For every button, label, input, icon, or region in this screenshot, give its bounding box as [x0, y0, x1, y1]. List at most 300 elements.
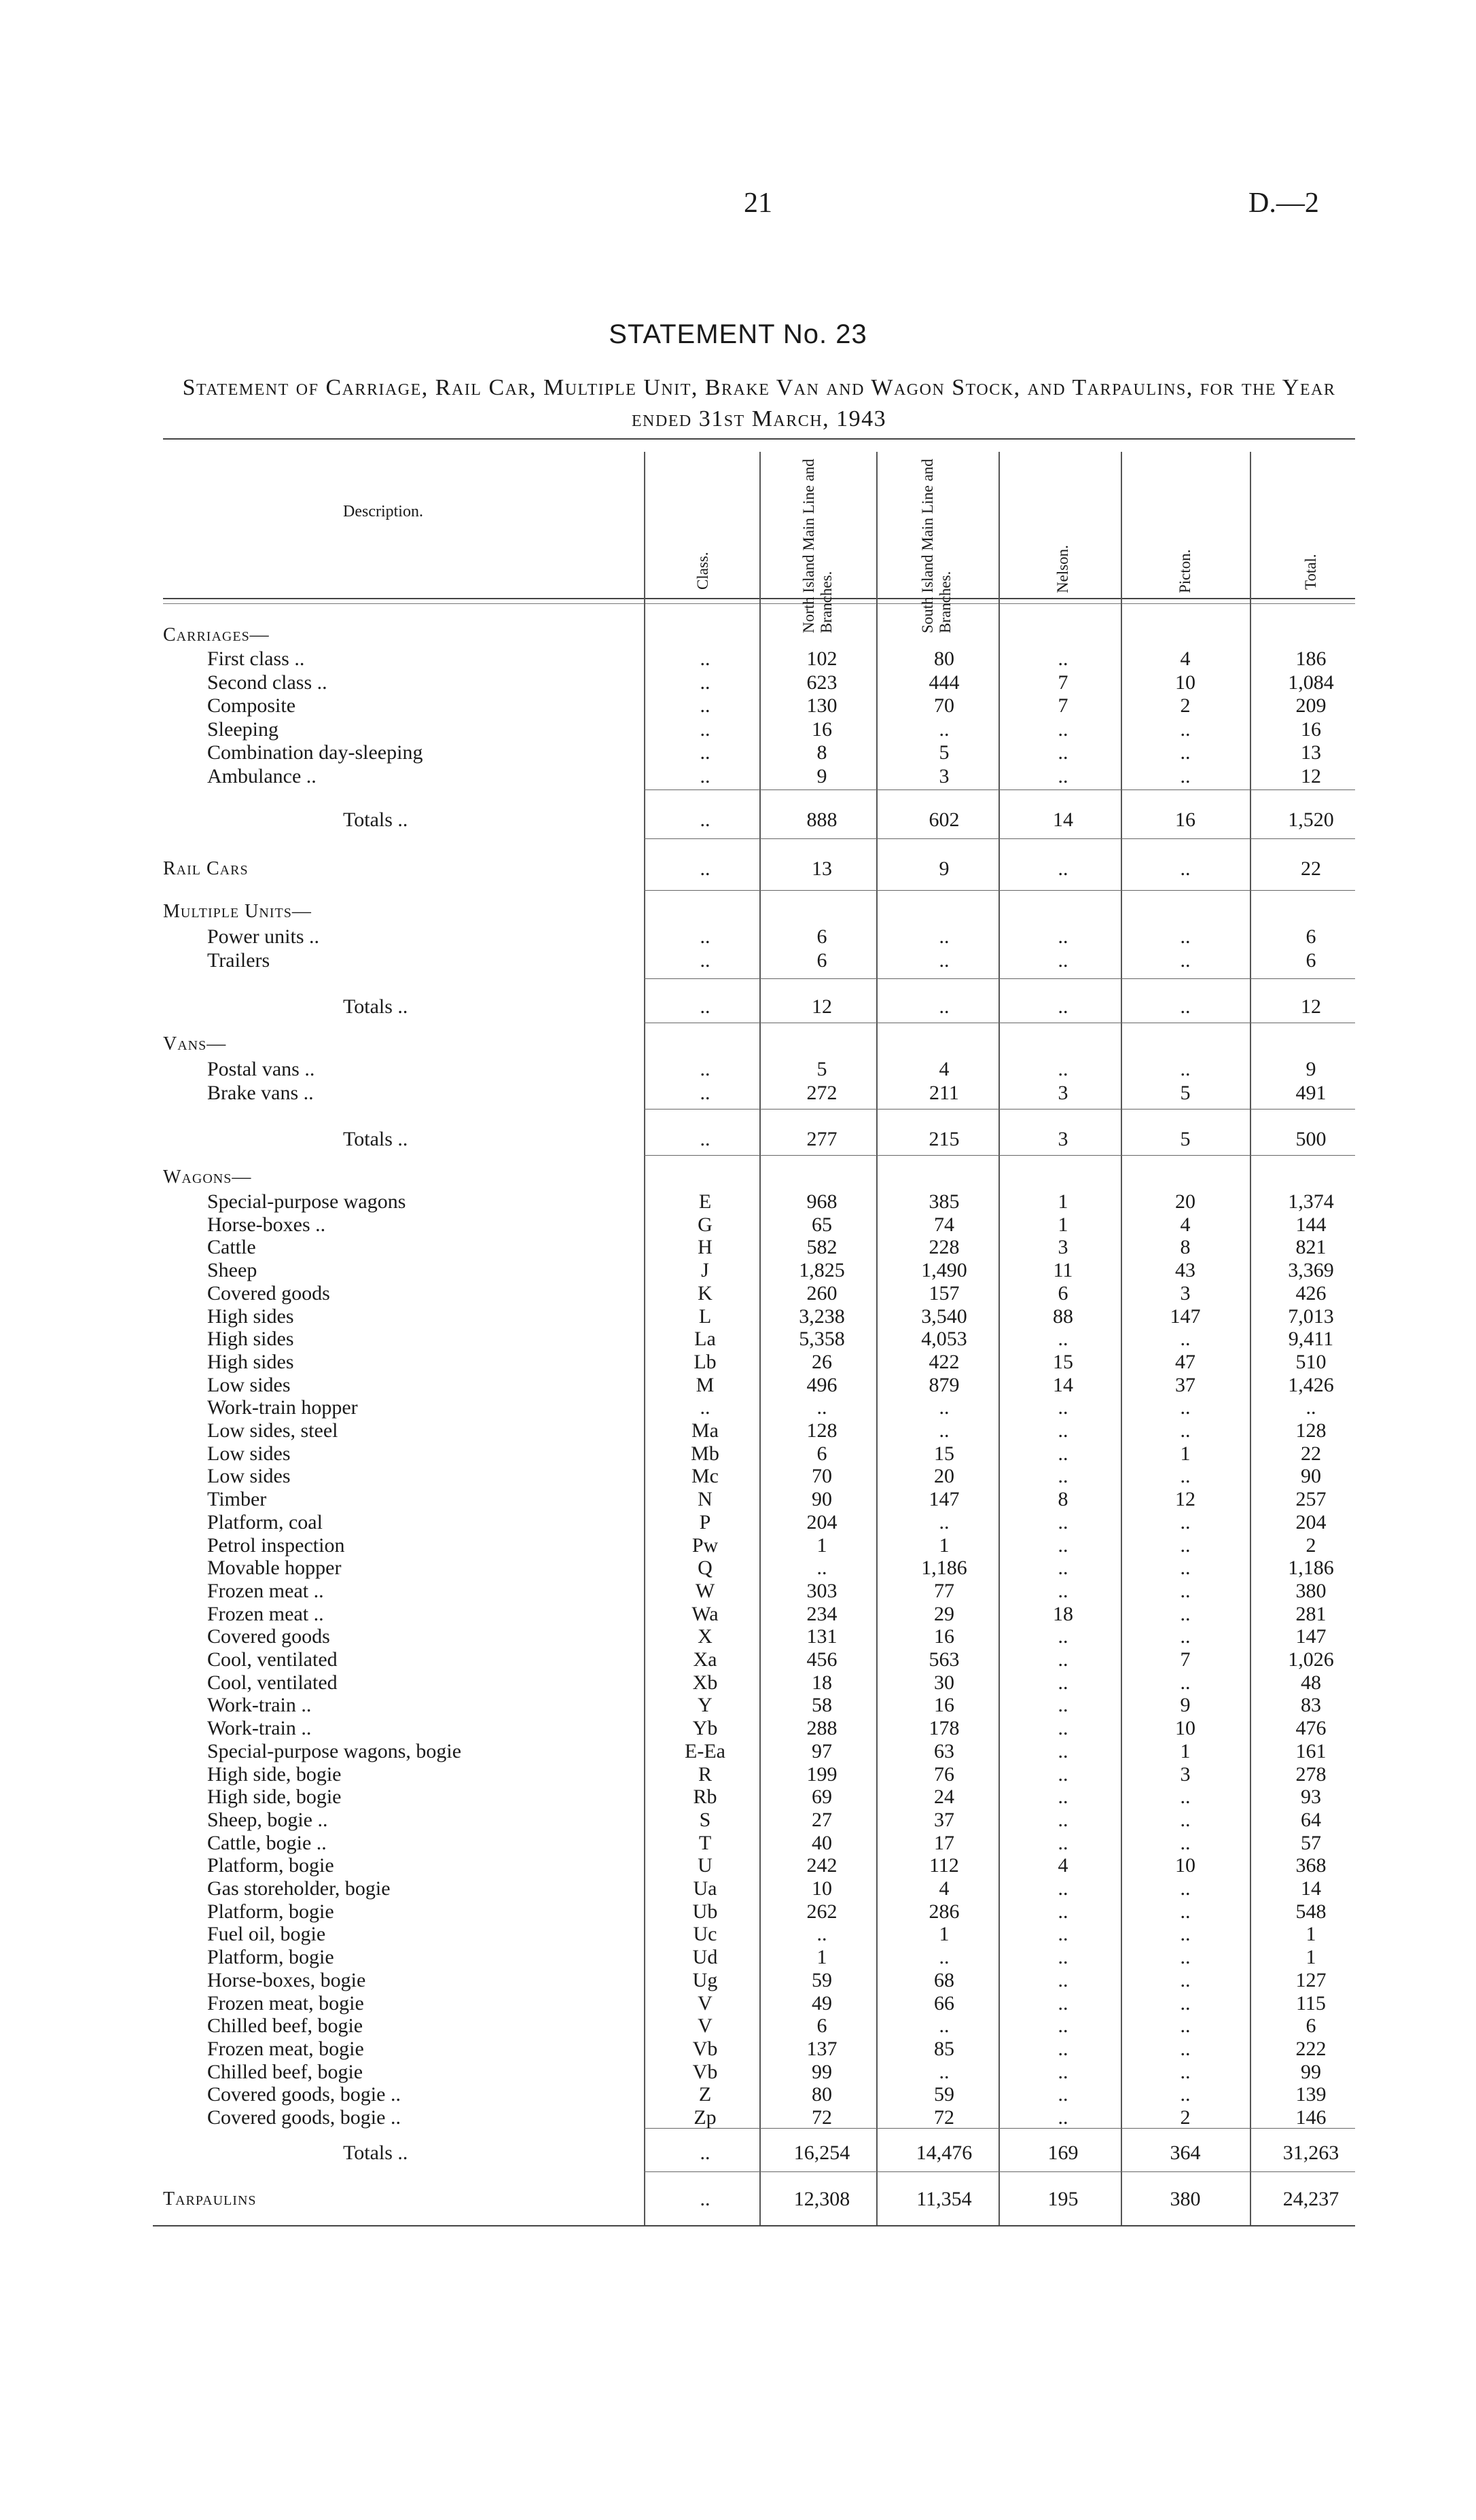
table-row	[0, 1900, 1476, 1923]
row-south-island: 16	[934, 1625, 954, 1648]
row-class: ..	[700, 1396, 710, 1419]
row-class: W	[695, 1579, 715, 1602]
row-north-island: 16,254	[793, 2142, 850, 2164]
row-class: ..	[700, 925, 710, 948]
row-total: 821	[1295, 1236, 1327, 1259]
table-row	[0, 765, 1476, 788]
row-description: Covered goods, bogie ..	[207, 2106, 401, 2129]
row-south-island: 85	[934, 2037, 954, 2060]
row-south-island: 157	[929, 1281, 960, 1305]
row-total: 24,237	[1282, 2188, 1339, 2210]
row-north-island: 8	[816, 741, 827, 764]
row-nelson: ..	[1058, 1579, 1068, 1602]
row-south-island: 228	[929, 1236, 960, 1259]
row-description: Totals ..	[343, 809, 408, 831]
row-description: Frozen meat, bogie	[207, 1991, 364, 2015]
row-class: ..	[700, 2188, 710, 2210]
row-south-island: 385	[929, 1190, 960, 1213]
row-nelson: ..	[1058, 1831, 1068, 1854]
row-class: Yb	[692, 1717, 718, 1740]
row-class: Lb	[694, 1350, 717, 1373]
row-description: Rail Cars	[163, 858, 249, 879]
row-nelson: ..	[1058, 1717, 1068, 1740]
row-nelson: 1	[1058, 1190, 1068, 1213]
row-north-island: 128	[806, 1419, 838, 1442]
row-description: Low sides	[207, 1373, 291, 1396]
row-total: 510	[1295, 1350, 1327, 1373]
row-south-island: 68	[934, 1968, 954, 1991]
table-row	[0, 1809, 1476, 1832]
row-class: Vb	[692, 2037, 718, 2060]
row-picton: ..	[1180, 1533, 1191, 1557]
row-class: V	[698, 2015, 713, 2038]
row-description: Trailers	[207, 948, 270, 972]
row-class: U	[698, 1854, 713, 1877]
row-picton: ..	[1180, 1946, 1191, 1969]
table-row	[0, 1832, 1476, 1855]
row-class: ..	[700, 647, 710, 670]
row-total: 9	[1306, 1058, 1316, 1080]
totals-row	[0, 2142, 1476, 2165]
row-class: Pw	[691, 1533, 719, 1557]
row-class: Ua	[693, 1877, 717, 1900]
row-nelson: 7	[1058, 671, 1068, 694]
row-nelson: 3	[1058, 1236, 1068, 1259]
row-description: Special-purpose wagons, bogie	[207, 1739, 462, 1762]
row-description: High sides	[207, 1328, 294, 1351]
row-description: Power units ..	[207, 925, 319, 948]
row-description: Platform, bogie	[207, 1946, 334, 1969]
row-nelson: 3	[1058, 1128, 1068, 1150]
column-header-picton: Picton.	[1176, 549, 1193, 593]
table-row	[0, 1877, 1476, 1900]
row-picton: ..	[1180, 1510, 1191, 1533]
row-nelson: 7	[1058, 694, 1068, 717]
row-picton: 4	[1180, 647, 1191, 670]
row-nelson: ..	[1058, 1442, 1068, 1465]
row-description: Horse-boxes ..	[207, 1213, 326, 1236]
row-description: Platform, bogie	[207, 1854, 334, 1877]
row-total: 6	[1306, 2015, 1316, 2038]
table-row	[0, 2061, 1476, 2084]
table-bottom-rule	[153, 2225, 1355, 2226]
row-description: Tarpaulins	[163, 2188, 257, 2210]
row-nelson: 3	[1058, 1081, 1068, 1104]
row-north-island: 456	[806, 1648, 838, 1671]
totals-row	[0, 995, 1476, 1018]
table-row	[0, 1992, 1476, 2015]
row-south-island: 4,053	[921, 1328, 967, 1351]
row-north-island: 27	[812, 1808, 832, 1831]
row-picton: ..	[1180, 1900, 1191, 1923]
row-south-island: 37	[934, 1808, 954, 1831]
row-class: Q	[698, 1557, 713, 1580]
row-picton: ..	[1180, 2015, 1191, 2038]
row-picton: ..	[1180, 1968, 1191, 1991]
row-picton: ..	[1180, 1419, 1191, 1442]
row-picton: 2	[1180, 694, 1191, 717]
row-total: 83	[1301, 1694, 1321, 1717]
row-class: ..	[700, 809, 710, 831]
row-north-island: 968	[806, 1190, 838, 1213]
table-row	[0, 1374, 1476, 1397]
row-picton: ..	[1180, 1877, 1191, 1900]
row-north-island: 3,238	[799, 1305, 845, 1328]
row-description: Cool, ventilated	[207, 1648, 338, 1671]
row-total: 7,013	[1288, 1305, 1334, 1328]
row-class: Ma	[691, 1419, 719, 1442]
row-picton: ..	[1180, 1625, 1191, 1648]
row-picton: 1	[1180, 1739, 1191, 1762]
row-class: ..	[700, 1081, 710, 1104]
table-row	[0, 1082, 1476, 1105]
rail-cars-row	[0, 857, 1476, 881]
row-picton: ..	[1180, 925, 1191, 948]
row-north-island: 99	[812, 2060, 832, 2083]
row-north-island: 12,308	[793, 2188, 850, 2210]
tarpaulins-row	[0, 2188, 1476, 2211]
row-north-island: 5,358	[799, 1328, 845, 1351]
row-nelson: ..	[1058, 1648, 1068, 1671]
row-south-island: ..	[939, 717, 950, 741]
row-description: Totals ..	[343, 995, 408, 1018]
row-north-island: 80	[812, 2083, 832, 2106]
row-north-island: 137	[806, 2037, 838, 2060]
row-north-island: 262	[806, 1900, 838, 1923]
row-total: 14	[1301, 1877, 1321, 1900]
row-north-island: 234	[806, 1602, 838, 1625]
row-picton: ..	[1180, 2083, 1191, 2106]
row-picton: 147	[1170, 1305, 1201, 1328]
row-north-island: 1,825	[799, 1259, 845, 1282]
row-nelson: ..	[1058, 764, 1068, 787]
section-rule	[644, 1155, 1355, 1156]
row-nelson: ..	[1058, 1923, 1068, 1946]
row-description: First class ..	[207, 647, 305, 670]
subtotal-rule	[644, 978, 1355, 979]
row-description: Sleeping	[207, 717, 278, 741]
row-nelson: 8	[1058, 1488, 1068, 1511]
table-row	[0, 1557, 1476, 1580]
row-picton: 1	[1180, 1442, 1191, 1465]
row-picton: 47	[1175, 1350, 1195, 1373]
row-total: 204	[1295, 1510, 1327, 1533]
table-row	[0, 2038, 1476, 2061]
section-rule	[644, 890, 1355, 891]
row-south-island: ..	[939, 995, 950, 1018]
row-north-island: 58	[812, 1694, 832, 1717]
row-description: Postal vans ..	[207, 1058, 315, 1080]
table-row	[0, 1442, 1476, 1466]
row-picton: 10	[1175, 1717, 1195, 1740]
row-south-island: 3	[939, 764, 950, 787]
row-picton: ..	[1180, 1831, 1191, 1854]
row-north-island: 6	[816, 1442, 827, 1465]
row-description: Totals ..	[343, 1128, 408, 1150]
row-description: Special-purpose wagons	[207, 1190, 406, 1213]
row-nelson: 169	[1047, 2142, 1079, 2164]
row-south-island: 422	[929, 1350, 960, 1373]
table-row	[0, 1305, 1476, 1328]
row-total: 115	[1296, 1991, 1326, 2015]
row-total: ..	[1306, 1396, 1316, 1419]
row-class: E	[698, 1190, 712, 1213]
row-picton: ..	[1180, 1557, 1191, 1580]
row-picton: ..	[1180, 1396, 1191, 1419]
row-class: V	[698, 1991, 713, 2015]
table-row	[0, 1625, 1476, 1648]
row-description: High side, bogie	[207, 1786, 342, 1809]
row-total: 161	[1295, 1739, 1327, 1762]
row-nelson: ..	[1058, 1991, 1068, 2015]
row-nelson: 18	[1053, 1602, 1073, 1625]
row-total: 147	[1295, 1625, 1327, 1648]
row-south-island: 5	[939, 741, 950, 764]
row-total: 22	[1301, 857, 1321, 880]
row-nelson: ..	[1058, 1533, 1068, 1557]
row-total: 48	[1301, 1671, 1321, 1694]
column-header-nelson: Nelson.	[1054, 545, 1071, 593]
row-class: Xa	[693, 1648, 717, 1671]
row-nelson: ..	[1058, 995, 1068, 1018]
row-picton: 8	[1180, 1236, 1191, 1259]
row-class: Mc	[691, 1465, 719, 1488]
column-header-total: Total.	[1302, 554, 1319, 590]
row-total: 380	[1295, 1579, 1327, 1602]
row-total: 139	[1295, 2083, 1327, 2106]
row-north-island: 272	[806, 1081, 838, 1104]
row-class: N	[698, 1488, 713, 1511]
row-class: T	[698, 1831, 712, 1854]
row-class: S	[699, 1808, 711, 1831]
row-north-island: 6	[816, 925, 827, 948]
row-north-island: ..	[816, 1396, 827, 1419]
table-row	[0, 949, 1476, 972]
row-class: Xb	[692, 1671, 718, 1694]
row-total: 222	[1295, 2037, 1327, 2060]
row-nelson: ..	[1058, 1762, 1068, 1786]
row-north-island: 6	[816, 2015, 827, 2038]
row-nelson: ..	[1058, 647, 1068, 670]
table-row	[0, 1534, 1476, 1557]
row-south-island: 3,540	[921, 1305, 967, 1328]
row-south-island: 1,186	[921, 1557, 967, 1580]
page-number: 21	[744, 188, 772, 219]
row-picton: 16	[1175, 809, 1195, 831]
row-south-island: 215	[929, 1128, 960, 1150]
row-class: M	[696, 1373, 715, 1396]
table-row	[0, 1465, 1476, 1488]
row-north-island: 13	[812, 857, 832, 880]
row-description: Frozen meat ..	[207, 1579, 324, 1602]
row-nelson: ..	[1058, 1739, 1068, 1762]
row-total: 90	[1301, 1465, 1321, 1488]
row-south-island: 444	[929, 671, 960, 694]
row-description: Gas storeholder, bogie	[207, 1877, 391, 1900]
row-south-island: ..	[939, 1946, 950, 1969]
row-south-island: 63	[934, 1739, 954, 1762]
row-south-island: 4	[939, 1058, 950, 1080]
row-class: L	[698, 1305, 712, 1328]
table-row	[0, 694, 1476, 717]
section-rule	[644, 838, 1355, 839]
row-total: 93	[1301, 1786, 1321, 1809]
row-class: P	[699, 1510, 711, 1533]
row-north-island: 303	[806, 1579, 838, 1602]
statement-title: STATEMENT No. 23	[609, 319, 867, 349]
row-picton: 37	[1175, 1373, 1195, 1396]
row-total: 491	[1295, 1081, 1327, 1104]
row-south-island: 16	[934, 1694, 954, 1717]
row-description: Sheep	[207, 1259, 257, 1282]
row-picton: 3	[1180, 1762, 1191, 1786]
row-class: J	[701, 1259, 709, 1282]
table-row	[0, 718, 1476, 741]
row-nelson: 1	[1058, 1213, 1068, 1236]
row-description: Work-train ..	[207, 1717, 312, 1740]
row-total: 3,369	[1288, 1259, 1334, 1282]
row-picton: ..	[1180, 857, 1191, 880]
table-row	[0, 1488, 1476, 1511]
row-picton: ..	[1180, 2037, 1191, 2060]
row-total: 278	[1295, 1762, 1327, 1786]
row-south-island: 76	[934, 1762, 954, 1786]
row-description: Chilled beef, bogie	[207, 2060, 363, 2083]
row-description: Timber	[207, 1488, 267, 1511]
row-total: 99	[1301, 2060, 1321, 2083]
row-north-island: 97	[812, 1739, 832, 1762]
row-picton: ..	[1180, 717, 1191, 741]
row-picton: 2	[1180, 2106, 1191, 2129]
row-picton: 3	[1180, 1281, 1191, 1305]
row-description: Cool, ventilated	[207, 1671, 338, 1694]
row-south-island: 74	[934, 1213, 954, 1236]
row-north-island: 260	[806, 1281, 838, 1305]
row-south-island: 24	[934, 1786, 954, 1809]
row-north-island: ..	[816, 1557, 827, 1580]
row-south-island: 1	[939, 1533, 950, 1557]
row-south-island: ..	[939, 925, 950, 948]
row-north-island: 12	[812, 995, 832, 1018]
row-nelson: ..	[1058, 1625, 1068, 1648]
row-description: Work-train ..	[207, 1694, 312, 1717]
row-total: 209	[1295, 694, 1327, 717]
row-north-island: 888	[806, 809, 838, 831]
row-class: ..	[700, 671, 710, 694]
row-north-island: 204	[806, 1510, 838, 1533]
row-north-island: 102	[806, 647, 838, 670]
row-nelson: 195	[1047, 2188, 1079, 2210]
row-picton: 43	[1175, 1259, 1195, 1282]
table-row	[0, 1603, 1476, 1626]
table-row	[0, 1511, 1476, 1534]
row-nelson: ..	[1058, 948, 1068, 972]
section-multiple-units: Multiple Units—	[163, 901, 312, 922]
row-south-island: 1	[939, 1923, 950, 1946]
row-south-island: 77	[934, 1579, 954, 1602]
row-description: High sides	[207, 1305, 294, 1328]
row-picton: ..	[1180, 1923, 1191, 1946]
row-south-island: 70	[934, 694, 954, 717]
row-south-island: 563	[929, 1648, 960, 1671]
row-total: 1	[1306, 1946, 1316, 1969]
row-description: Second class ..	[207, 671, 327, 694]
row-south-island: ..	[939, 2015, 950, 2038]
table-row	[0, 1694, 1476, 1717]
table-row	[0, 925, 1476, 948]
row-picton: ..	[1180, 1328, 1191, 1351]
row-nelson: 6	[1058, 1281, 1068, 1305]
row-north-island: 18	[812, 1671, 832, 1694]
row-description: Totals ..	[343, 2142, 408, 2164]
row-class: ..	[700, 857, 710, 880]
row-description: Composite	[207, 694, 296, 717]
row-north-island: 130	[806, 694, 838, 717]
totals-row	[0, 809, 1476, 832]
row-class: Zp	[694, 2106, 717, 2129]
table-row	[0, 1740, 1476, 1763]
row-south-island: 66	[934, 1991, 954, 2015]
row-nelson: ..	[1058, 1396, 1068, 1419]
row-description: Brake vans ..	[207, 1081, 314, 1104]
row-class: E-Ea	[685, 1739, 725, 1762]
table-row	[0, 1671, 1476, 1694]
row-nelson: ..	[1058, 857, 1068, 880]
row-picton: 364	[1170, 2142, 1201, 2164]
row-description: Sheep, bogie ..	[207, 1808, 328, 1831]
row-picton: ..	[1180, 1808, 1191, 1831]
row-total: 281	[1295, 1602, 1327, 1625]
row-nelson: ..	[1058, 2106, 1068, 2129]
table-row	[0, 741, 1476, 764]
table-row	[0, 1969, 1476, 1992]
document-reference: D.—2	[1248, 188, 1319, 219]
row-total: 1,426	[1288, 1373, 1334, 1396]
section-carriages: Carriages—	[163, 624, 270, 645]
row-nelson: ..	[1058, 1877, 1068, 1900]
row-nelson: ..	[1058, 1557, 1068, 1580]
table-row	[0, 1648, 1476, 1671]
row-description: Movable hopper	[207, 1557, 342, 1580]
row-total: 6	[1306, 948, 1316, 972]
row-south-island: 30	[934, 1671, 954, 1694]
row-south-island: 9	[939, 857, 950, 880]
row-nelson: ..	[1058, 717, 1068, 741]
table-row	[0, 1259, 1476, 1282]
row-description: Ambulance ..	[207, 764, 317, 787]
table-row	[0, 1419, 1476, 1442]
row-total: 2	[1306, 1533, 1316, 1557]
row-north-island: 49	[812, 1991, 832, 2015]
row-north-island: 9	[816, 764, 827, 787]
table-row	[0, 1786, 1476, 1809]
row-nelson: ..	[1058, 1419, 1068, 1442]
table-row	[0, 1282, 1476, 1305]
row-picton: 10	[1175, 1854, 1195, 1877]
row-north-island: 242	[806, 1854, 838, 1877]
table-row	[0, 1396, 1476, 1419]
subtotal-rule	[644, 1109, 1355, 1110]
row-picton: ..	[1180, 1991, 1191, 2015]
row-picton: 10	[1175, 671, 1195, 694]
row-class: Uc	[693, 1923, 717, 1946]
row-description: Covered goods	[207, 1281, 330, 1305]
row-nelson: ..	[1058, 1946, 1068, 1969]
row-total: 1,186	[1288, 1557, 1334, 1580]
row-north-island: 40	[812, 1831, 832, 1854]
table-row	[0, 1058, 1476, 1081]
column-header-class: Class.	[694, 552, 711, 590]
